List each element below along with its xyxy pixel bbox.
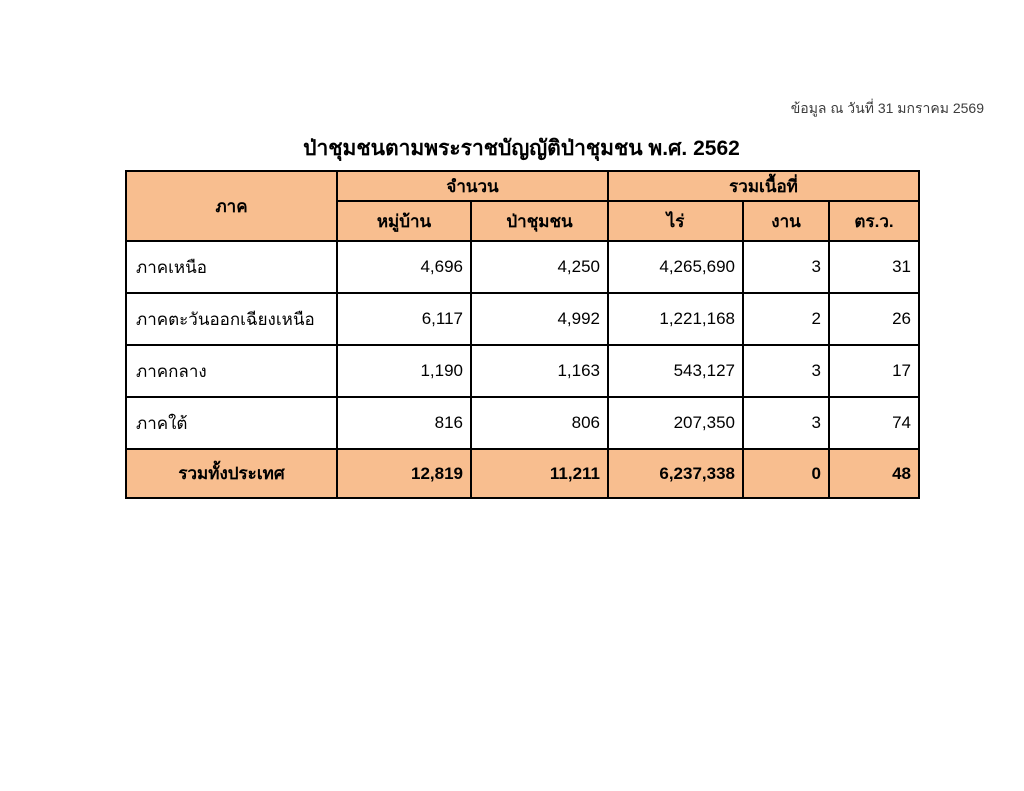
region-name: ภาคเหนือ: [126, 241, 337, 293]
forests-value: 4,992: [471, 293, 608, 345]
col-header-region: ภาค: [126, 171, 337, 241]
col-header-forests: ป่าชุมชน: [471, 201, 608, 241]
table-row-central: [126, 345, 919, 397]
villages-value: 4,696: [337, 241, 471, 293]
ngan-value: 3: [743, 397, 829, 449]
rai-value: 207,350: [608, 397, 743, 449]
total-label: รวมทั้งประเทศ: [126, 449, 337, 498]
data-as-of-note: ข้อมูล ณ วันที่ 31 มกราคม 2569: [790, 100, 984, 116]
region-name: ภาคตะวันออกเฉียงเหนือ: [126, 293, 337, 345]
sq-wah-value: 26: [829, 293, 919, 345]
header-row-groups: [126, 171, 919, 201]
forests-value: 1,163: [471, 345, 608, 397]
total-sq-wah-value: 48: [829, 449, 919, 498]
col-header-rai: ไร่: [608, 201, 743, 241]
villages-value: 1,190: [337, 345, 471, 397]
rai-value: 543,127: [608, 345, 743, 397]
total-ngan-value: 0: [743, 449, 829, 498]
villages-value: 816: [337, 397, 471, 449]
forests-value: 4,250: [471, 241, 608, 293]
rai-value: 4,265,690: [608, 241, 743, 293]
sq-wah-value: 17: [829, 345, 919, 397]
community-forest-table: [125, 170, 920, 499]
col-header-area-group: รวมเนื้อที่: [608, 171, 919, 201]
total-forests-value: 11,211: [471, 449, 608, 498]
col-header-count-group: จำนวน: [337, 171, 608, 201]
page-title: ป่าชุมชนตามพระราชบัญญัติป่าชุมชน พ.ศ. 2562: [303, 137, 740, 160]
col-header-ngan: งาน: [743, 201, 829, 241]
region-name: ภาคกลาง: [126, 345, 337, 397]
table-row-total: [126, 449, 919, 498]
total-villages-value: 12,819: [337, 449, 471, 498]
ngan-value: 3: [743, 241, 829, 293]
villages-value: 6,117: [337, 293, 471, 345]
table-row-northeast: [126, 293, 919, 345]
table-row-north: [126, 241, 919, 293]
ngan-value: 2: [743, 293, 829, 345]
ngan-value: 3: [743, 345, 829, 397]
sq-wah-value: 74: [829, 397, 919, 449]
col-header-sq-wah: ตร.ว.: [829, 201, 919, 241]
sq-wah-value: 31: [829, 241, 919, 293]
rai-value: 1,221,168: [608, 293, 743, 345]
total-rai-value: 6,237,338: [608, 449, 743, 498]
table-row-south: [126, 397, 919, 449]
region-name: ภาคใต้: [126, 397, 337, 449]
forests-value: 806: [471, 397, 608, 449]
col-header-villages: หมู่บ้าน: [337, 201, 471, 241]
